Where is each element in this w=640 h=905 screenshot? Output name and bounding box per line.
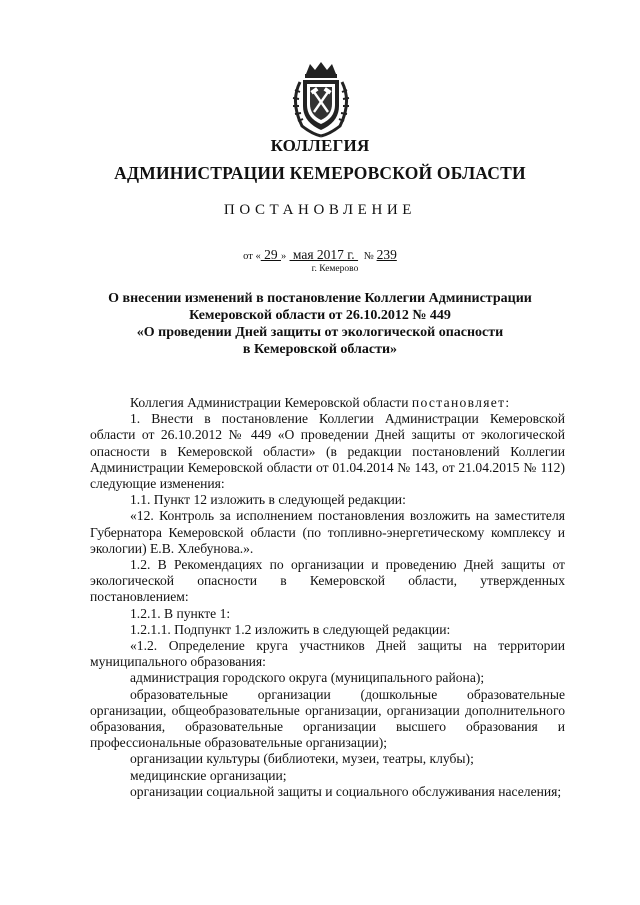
- paragraph: организации культуры (библиотеки, музеи, театры, клубы);: [130, 751, 474, 767]
- document-body: [90, 395, 565, 800]
- paragraph: организации социальной защиты и социального обслуживания населения;: [130, 783, 562, 799]
- paragraph: медицинские организации;: [130, 767, 287, 783]
- paragraph: 1.2.1.1. Подпункт 1.2 изложить в следующей редакции:: [130, 621, 451, 637]
- document-type: ПОСТАНОВЛЕНИЕ: [223, 202, 417, 218]
- organization-title: КОЛЛЕГИЯ: [270, 136, 370, 155]
- kemerovo-coat-of-arms-icon: [286, 60, 356, 138]
- date-number-line: [0, 247, 640, 263]
- paragraph: «1.2. Определение круга участников Дней защиты на территории муниципального образования:: [90, 638, 565, 670]
- paragraph: администрация городского округа (муниципального района);: [130, 670, 485, 686]
- paragraph: образовательные организации (дошкольные образовательные организации, общеобразовательные организации, организации дополнительного образования, образовательные организации высшего образования и профессиональные образовательные организации);: [90, 686, 565, 751]
- paragraph: «12. Контроль за исполнением постановления возложить на заместителя Губернатора Кемеровской области (по топливно-энергетическому комплексу и экологии) Е.В. Хлебунова.».: [90, 508, 565, 556]
- date-month-year: мая 2017 г.: [289, 247, 359, 262]
- intro-decision-word: постановляет:: [411, 395, 511, 410]
- date-prefix: от «: [243, 251, 261, 262]
- document-number: 239: [376, 247, 397, 262]
- city-label: г. Кемерово: [311, 264, 359, 274]
- date-day: 29: [260, 247, 281, 262]
- paragraph: 1.2.1. В пункте 1:: [130, 605, 231, 621]
- intro-text: Коллегия Администрации Кемеровской области: [130, 395, 412, 410]
- paragraph: 1. Внести в постановление Коллегии Администрации Кемеровской области от 26.10.2012 № 449 «О проведении Дней защиты от экологической опасности в Кемеровской области» (в редакции постановлений Коллегии Администрации Кемеровской области от 01.04.2014 № 143, от 21.04.2015 № 112) следующие изменения:: [90, 411, 565, 492]
- title-line: О внесении изменений в постановление Коллегии Администрации: [108, 291, 532, 306]
- intro-paragraph: [90, 395, 565, 411]
- organization-subtitle: АДМИНИСТРАЦИИ КЕМЕРОВСКОЙ ОБЛАСТИ: [114, 163, 526, 183]
- title-line: Кемеровской области от 26.10.2012 № 449: [189, 308, 451, 323]
- date-quote-close: »: [281, 251, 287, 262]
- paragraph: 1.2. В Рекомендациях по организации и проведению Дней защиты от экологической опасности в Кемеровской области, утвержденных постановлением:: [90, 557, 565, 605]
- title-line: «О проведении Дней защиты от экологической опасности: [136, 325, 504, 340]
- title-line: в Кемеровской области»: [242, 342, 398, 357]
- number-prefix: №: [361, 251, 377, 262]
- document-title: [80, 290, 560, 358]
- paragraph: 1.1. Пункт 12 изложить в следующей редакции:: [130, 492, 406, 508]
